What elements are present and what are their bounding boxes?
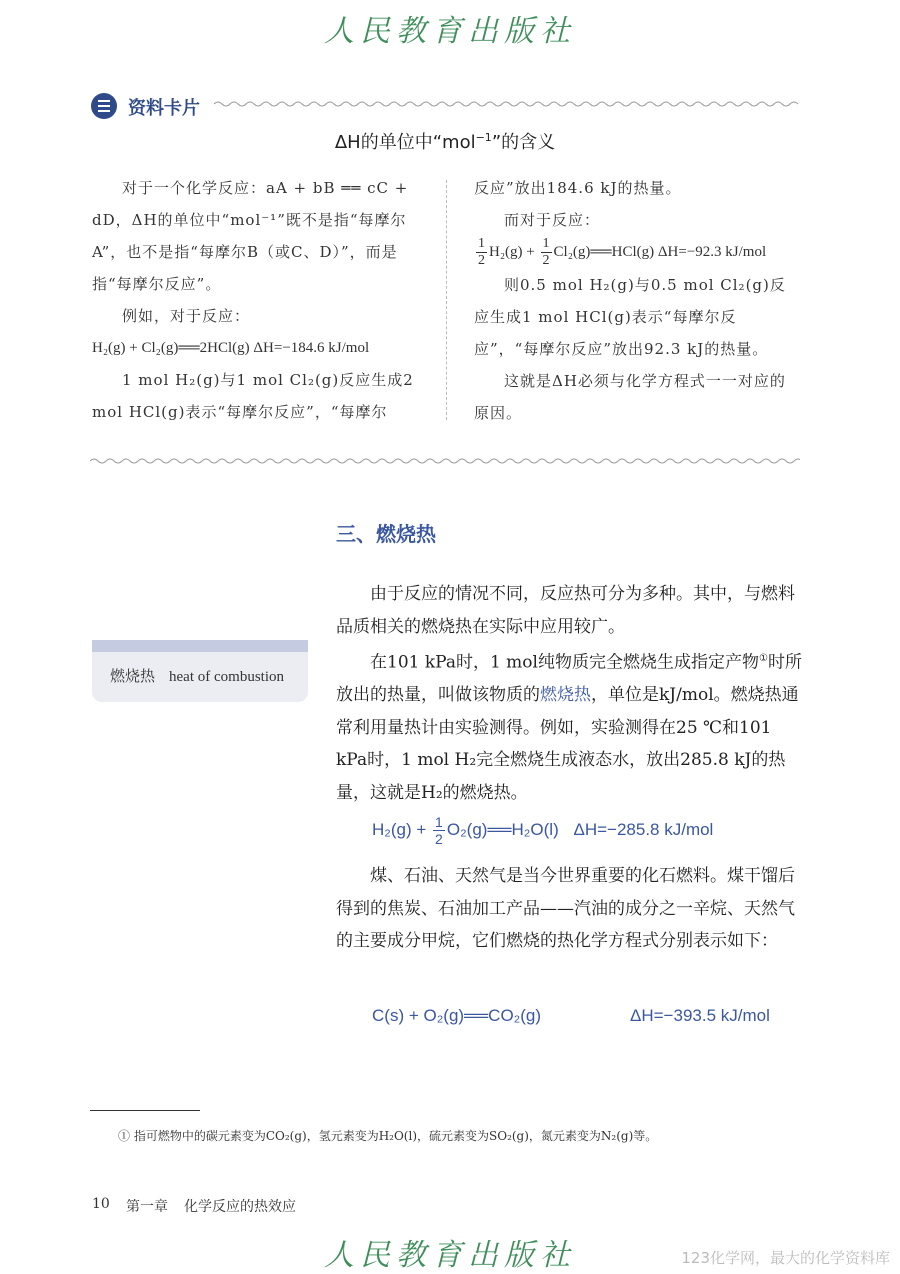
card-equation-half-hcl: $\frac{1}{2}$ H₂(g) + $\frac{1}{2}$ Cl₂(g)══HCl(g) ΔH=−92.3 kJ/mol bbox=[478, 236, 767, 269]
publisher-logo-bottom: 人民教育出版社 bbox=[324, 1238, 576, 1273]
card-right-para-3: 则0.5 mol H₂(g)与0.5 mol Cl₂(g)反应生成1 mol HCl(g)表示“每摩尔反应”，“每摩尔反应”放出92.3 kJ的热量。 bbox=[474, 276, 786, 359]
fraction-one-half: $\frac{1}{2}$ bbox=[435, 814, 443, 847]
fraction-one-half: $\frac{1}{2}$ bbox=[542, 236, 550, 269]
card-right-para-4: 这就是ΔH必须与化学方程式一一对应的原因。 bbox=[474, 372, 786, 423]
body-para-1: 由于反应的情况不同，反应热可分为多种。其中，与燃料品质相关的燃烧热在实际中应用较广。 bbox=[336, 584, 795, 637]
info-card-right-column bbox=[474, 172, 800, 429]
equation-carbon-combustion: C(s) + O₂(g)══CO₂(g) bbox=[372, 1006, 542, 1025]
chapter-title: 化学反应的热效应 bbox=[184, 1199, 296, 1215]
equation-carbon-dh: ΔH=−393.5 kJ/mol bbox=[630, 1006, 770, 1025]
wave-divider-bottom bbox=[90, 455, 800, 467]
footnote-ref[interactable]: ① bbox=[758, 653, 768, 664]
card-equation-hcl: H₂(g) + Cl₂(g)══2HCl(g) ΔH=−184.6 kJ/mol bbox=[92, 340, 370, 356]
page-number: 10 bbox=[92, 1196, 110, 1212]
fraction-one-half: $\frac{1}{2}$ bbox=[478, 236, 485, 269]
card-left-para-1: 对于一个化学反应：aA + bB ══ cC + dD，ΔH的单位中“mol⁻¹”既不是指“每摩尔A”，也不是指“每摩尔B（或C、D）”，而是指“每摩尔反应”。 bbox=[92, 179, 409, 293]
chapter-label: 第一章 bbox=[126, 1199, 168, 1215]
watermark: 123化学网，最大的化学资料库 bbox=[681, 1249, 890, 1267]
info-card-left-column bbox=[92, 172, 418, 428]
info-card-label: 资料卡片 bbox=[128, 98, 200, 119]
section-body bbox=[336, 578, 802, 809]
card-left-para-3: 1 mol H₂(g)与1 mol Cl₂(g)反应生成2 mol HCl(g)表示“每摩尔反应”，“每摩尔 bbox=[92, 371, 414, 421]
info-card-title: ΔH的单位中“mol$^{-1}$”的含义 bbox=[334, 131, 556, 153]
card-left-para-2: 例如，对于反应： bbox=[122, 307, 251, 325]
equation-h2-combustion: H₂(g) + $\frac{1}{2}$ O₂(g)══H₂O(l) ΔH=−285.8 kJ/mol bbox=[372, 814, 714, 847]
card-right-para-1: 反应”放出184.6 kJ的热量。 bbox=[474, 179, 682, 197]
publisher-logo-top: 人民教育出版社 bbox=[324, 14, 576, 49]
glossary-term: 燃烧热 heat of combustion bbox=[110, 667, 284, 685]
glossary-box-bar bbox=[92, 640, 308, 652]
card-right-para-2: 而对于反应： bbox=[504, 211, 601, 229]
footnote-rule bbox=[90, 1110, 200, 1111]
wave-divider-top bbox=[214, 98, 800, 110]
body-para-3: 煤、石油、天然气是当今世界重要的化石燃料。煤干馏后得到的焦炭、石油加工产品——汽油的成分之一辛烷、天然气的主要成分甲烷，它们燃烧的热化学方程式分别表示如下： bbox=[336, 866, 795, 951]
section-title: 三、燃烧热 bbox=[336, 522, 436, 546]
section-body-2 bbox=[336, 860, 802, 958]
column-divider bbox=[446, 180, 447, 420]
body-para-2: 在101 kPa时，1 mol纯物质完全燃烧生成指定产物①时所放出的热量，叫做该物质的燃烧热，单位是kJ/mol。燃烧热通常利用量热计由实验测得。例如，实验测得在25 ℃和101 kPa时，1 mol H₂完全燃烧生成液态水，放出285.8 kJ的热量，这就是H₂的燃烧热。 bbox=[336, 652, 802, 803]
term-heat-of-combustion: 燃烧热 bbox=[540, 685, 591, 706]
footnote: ① 指可燃物中的碳元素变为CO₂(g)，氢元素变为H₂O(l)，硫元素变为SO₂(g)，氮元素变为N₂(g)等。 bbox=[118, 1129, 658, 1143]
info-card-icon bbox=[90, 92, 118, 120]
